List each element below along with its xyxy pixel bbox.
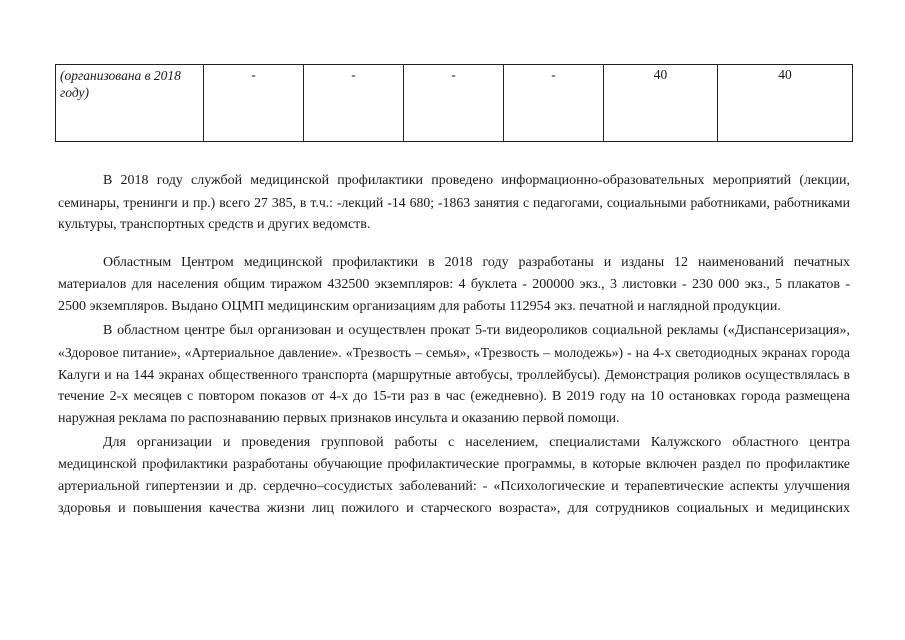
- table-cell: -: [204, 65, 304, 142]
- table-cell: -: [304, 65, 404, 142]
- paragraph-line: культуры, транспортных средств и других ведомств.: [58, 217, 371, 232]
- paragraph-line: здоровья и повышения качества жизни лиц пожилого и старческого возраста», для сотрудников социальных и медицинских: [58, 501, 850, 516]
- table-cell: -: [404, 65, 504, 142]
- paragraph-line: В 2018 году службой медицинской профилактики проведено информационно-образовательных мероприятий (лекции,: [103, 173, 850, 188]
- paragraph-line: материалов для населения общим тиражом 432500 экземпляров: 4 буклета - 200000 экз., 3 листовки - 230 000 экз., 5 плакатов -: [58, 277, 850, 292]
- paragraph-line: наружная реклама по распознаванию первых признаков инсульта и оказанию первой помощи.: [58, 411, 620, 426]
- paragraph-line: Областным Центром медицинской профилактики в 2018 году разработаны и изданы 12 наименований печатных: [103, 255, 850, 270]
- paragraph-line: артериальной гипертензии и др. сердечно–сосудистых заболеваний: - «Психологические и терапевтические аспекты улучшения: [58, 479, 850, 494]
- table-cell: (организована в 2018 году): [56, 65, 204, 142]
- paragraph-line: Калуги и на 144 экранах общественного транспорта (маршрутные автобусы, троллейбусы). Демонстрация роликов осуществлялась в: [58, 367, 850, 382]
- table-row: [56, 65, 853, 142]
- paragraph-line: «Здоровое питание», «Артериальное давление». «Трезвость – семья», «Трезвость – молодежь») - на 4-х светодиодных экранах города: [58, 345, 850, 360]
- paragraph-line: течение 2-х месяцев с повтором показов от 4-х до 15-ти раз в час (ежедневно). В 2019 году на 10 остановках города размещена: [58, 389, 850, 404]
- paragraph-line: 2500 экземпляров. Выдано ОЦМП медицинским организациям для работы 112954 экз. печатной и наглядной продукции.: [58, 299, 781, 314]
- table-cell: -: [504, 65, 604, 142]
- paragraph-line: семинары, тренинги и пр.) всего 27 385, в т.ч.: -лекций -14 680; -1863 занятия с педагогами, социальными работниками, работниками: [58, 195, 850, 210]
- paragraph-line: В областном центре был организован и осуществлен прокат 5-ти видеороликов социальной рекламы («Диспансеризация»,: [103, 323, 850, 338]
- paragraph-line: медицинской профилактики разработаны обучающие профилактические программы, в которые включен раздел по профилактике: [58, 457, 850, 472]
- table-cell: 40: [604, 65, 718, 142]
- data-table-fragment: [55, 64, 853, 142]
- table-cell: 40: [718, 65, 853, 142]
- paragraph-line: Для организации и проведения групповой работы с населением, специалистами Калужского областного центра: [103, 435, 850, 450]
